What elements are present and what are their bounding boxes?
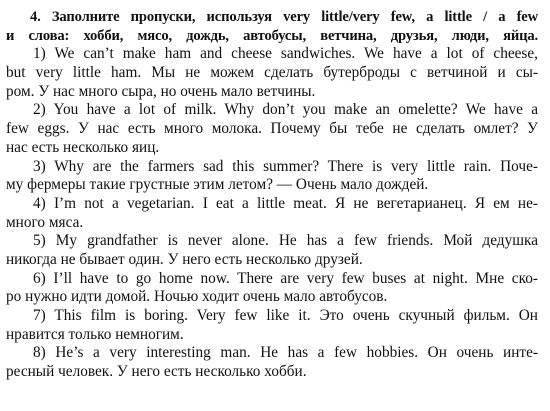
item-2-line-1: 2) You have a lot of milk. Why don’t you make an omelette? We have a [33, 101, 538, 119]
item-1-line-3: ром. У нас много сыра, но очень мало ветчины. [6, 82, 316, 100]
item-4-line-2: много мяса. [6, 213, 84, 231]
exercise-item-4 [6, 195, 538, 232]
exercise-item-3 [6, 158, 538, 195]
exercise-heading-line-1: 4. Заполните пропуски, используя very little/very few, a little / a few [30, 9, 538, 25]
item-7-line-2: нравится только немногим. [6, 325, 184, 343]
exercise-item-1 [6, 45, 538, 101]
item-2-line-3: нас есть несколько яиц. [6, 138, 160, 156]
item-8-line-2: ресный человек. У него есть несколько хобби. [6, 363, 307, 381]
exercise-item-8 [6, 344, 538, 381]
exercise-item-5 [6, 232, 538, 269]
item-4-line-1: 4) I’m not a vegetarian. I eat a little meat. Я не вегетарианец. Я ем не- [33, 194, 538, 212]
item-6-line-1: 6) I’ll have to go home now. There are very few buses at night. Мне ско- [33, 269, 538, 287]
exercise-item-2 [6, 101, 538, 157]
item-3-line-2: му фермеры такие грустные этим летом? — Очень мало дождей. [6, 176, 429, 194]
exercise-page [6, 8, 538, 382]
exercise-heading-line-2: и слова: хобби, мясо, дождь, автобусы, ветчина, друзья, люди, яйца. [6, 27, 538, 44]
item-6-line-2: ро нужно идти домой. Ночью ходит очень мало автобусов. [6, 288, 388, 306]
item-1-line-2: but very little ham. Мы не можем сделать бутерброды с ветчиной и сы- [6, 64, 538, 82]
exercise-item-6 [6, 270, 538, 307]
exercise-item-7 [6, 307, 538, 344]
item-2-line-2: few eggs. У нас есть много молока. Почему бы тебе не сделать омлет? У [6, 120, 538, 138]
item-5-line-1: 5) My grandfather is never alone. He has a few friends. Мой дедушка [33, 232, 538, 250]
item-3-line-1: 3) Why are the farmers sad this summer? There is very little rain. Поче- [33, 157, 538, 175]
item-8-line-1: 8) He’s a very interesting man. He has a few hobbies. Он очень инте- [33, 344, 538, 362]
item-1-line-1: 1) We can’t make ham and cheese sandwiches. We have a lot of cheese, [33, 45, 538, 63]
item-7-line-1: 7) This film is boring. Very few like it. Это очень скучный фильм. Он [33, 307, 538, 324]
item-5-line-2: никогда не бывает один. У него есть несколько друзей. [6, 250, 363, 268]
